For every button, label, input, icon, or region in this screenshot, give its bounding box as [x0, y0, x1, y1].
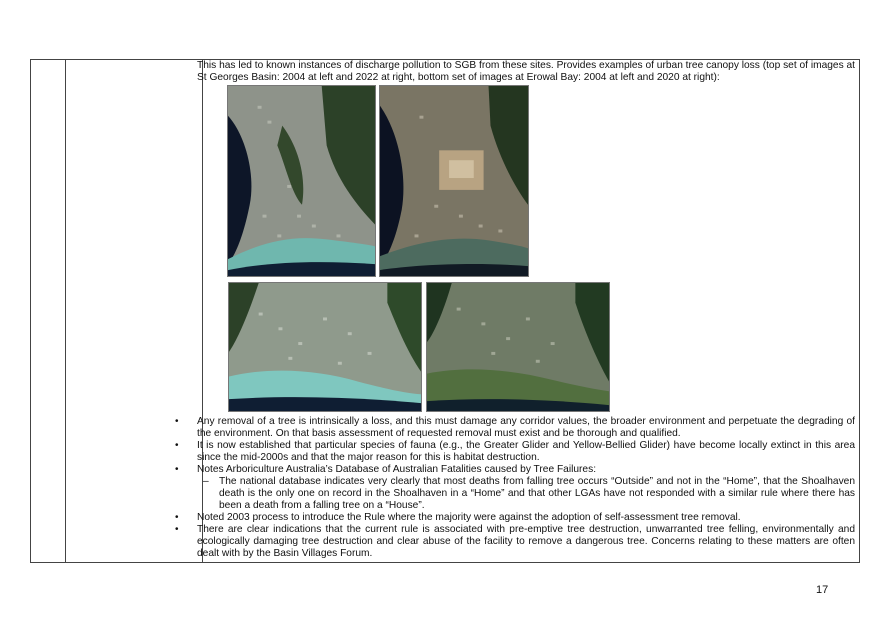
satellite-image-grid	[197, 85, 855, 416]
bullet-item	[197, 416, 855, 440]
sub-bullet-list	[197, 476, 855, 512]
bullet-item	[197, 440, 855, 464]
bullet-list	[197, 416, 855, 560]
bullet-text: Notes Arboriculture Australia’s Database of Australian Fatalities caused by Tree Failures:	[197, 464, 597, 475]
bullet-text: Noted 2003 process to introduce the Rule where the majority were against the adoption of self-assessment tree removal.	[197, 512, 741, 523]
table-column-divider	[65, 60, 66, 562]
satellite-image-erowal-bay-2020	[426, 282, 610, 412]
satellite-image-erowal-bay-2004	[228, 282, 422, 412]
content-cell	[197, 60, 855, 560]
bullet-item	[197, 524, 855, 560]
sub-bullet-item	[197, 476, 855, 512]
bullet-item	[197, 464, 855, 512]
intro-paragraph: This has led to known instances of discharge pollution to SGB from these sites. Provides examples of urban tree canopy loss (top set of images at St Georges Basin: 2004 at left and 2022 at right, bottom set of images at Erowal Bay: 2004 at left and 2020 at right):	[197, 60, 855, 83]
page-number: 17	[816, 584, 829, 596]
bullet-text: It is now established that particular species of fauna (e.g., the Greater Glider and Yellow-Bellied Glider) have become locally extinct in this area since the mid-2000s and that the major reason for this is habitat destruction.	[197, 440, 855, 463]
satellite-image-st-georges-basin-2022	[379, 85, 529, 277]
sub-bullet-text: The national database indicates very clearly that most deaths from falling tree occurs “Outside” and not in the “Home”, that the Shoalhaven death is the only one on record in the Shoalhaven in a “Home” and that other LGAs have not responded with a similar rule where there has been a death from a falling tree on a “House”.	[219, 476, 855, 511]
satellite-image-st-georges-basin-2004	[227, 85, 376, 277]
bullet-text: There are clear indications that the current rule is associated with pre-emptive tree destruction, unwarranted tree felling, environmentally and ecologically damaging tree destruction and clear abuse of the facility to remove a dangerous tree. Concerns relating to these matters are often dealt with by the Basin Villages Forum.	[197, 524, 855, 559]
bullet-text: Any removal of a tree is intrinsically a loss, and this must damage any corridor values, the broader environment and perpetuate the degrading of the environment. On that basis assessment of requested removal must exist and be thorough and qualified.	[197, 416, 855, 439]
bullet-item	[197, 512, 855, 524]
